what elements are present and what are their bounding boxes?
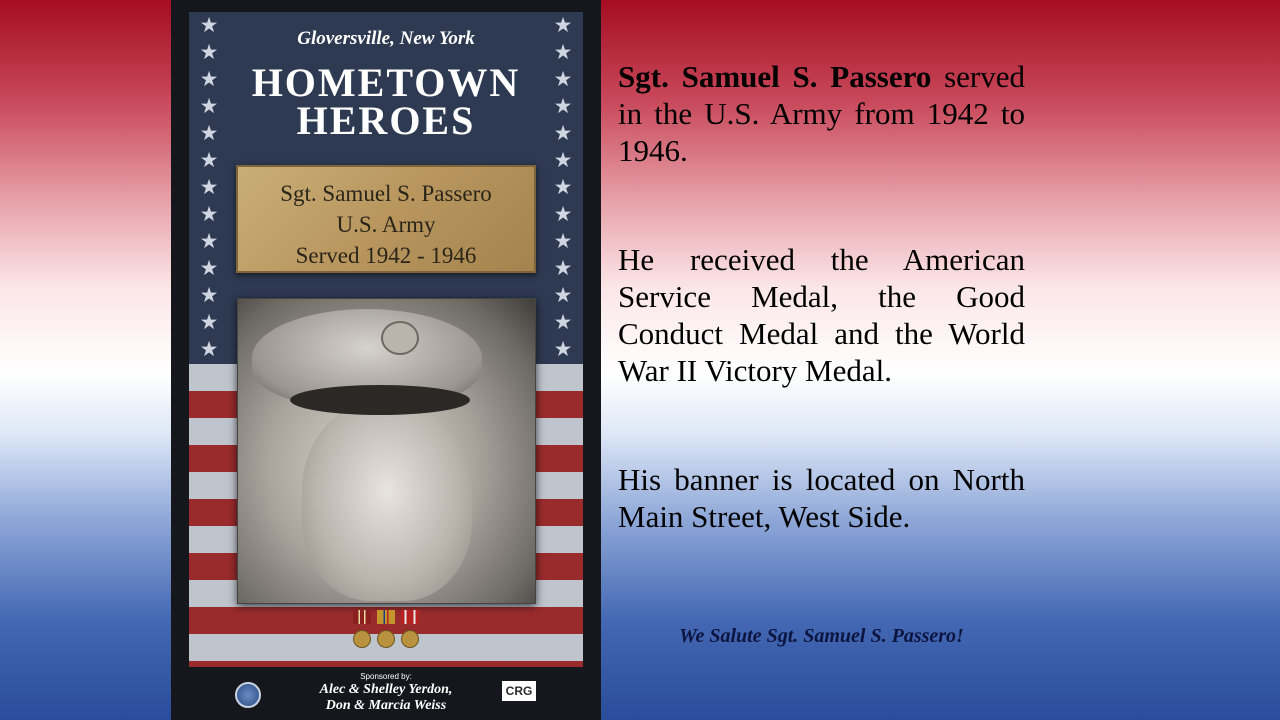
star-icon: ★ [199,337,219,361]
soldier-name: Sgt. Samuel S. Passero [618,59,932,94]
crg-logo: CRG [502,681,536,701]
star-icon: ★ [553,283,573,307]
star-icon: ★ [553,229,573,253]
banner-panel [189,12,583,667]
star-icon: ★ [199,94,219,118]
medals-paragraph: He received the American Service Medal, the Good Conduct Medal and the World War II Victory Medal. [618,242,1025,388]
banner-title-line1: HOMETOWN [251,60,521,105]
salute-line: We Salute Sgt. Samuel S. Passero! [679,625,964,647]
star-icon: ★ [199,310,219,334]
star-icon: ★ [553,256,573,280]
star-icon: ★ [553,40,573,64]
service-paragraph [618,58,1025,169]
star-icon: ★ [553,67,573,91]
portrait-face [302,401,472,601]
star-icon: ★ [199,121,219,145]
star-icon: ★ [553,337,573,361]
star-icon: ★ [553,175,573,199]
banner-location-paragraph: His banner is located on North Main Street, West Side. [618,462,1025,534]
star-icon: ★ [553,121,573,145]
star-icon: ★ [199,283,219,307]
soldier-portrait [237,298,536,604]
plaque-name: Sgt. Samuel S. Passero [280,181,492,206]
banner-title [189,60,583,143]
sponsored-by-label: Sponsored by: [360,672,412,681]
cap-visor [290,385,470,415]
star-icon: ★ [199,229,219,253]
medal-icon [353,610,371,648]
sponsor-names [171,682,601,714]
plaque-branch: U.S. Army [336,212,436,237]
star-icon: ★ [553,148,573,172]
sponsor-line2: Don & Marcia Weiss [325,698,447,713]
medals-row [351,610,421,650]
banner-location: Gloversville, New York [297,28,475,49]
sponsor-strip [171,667,601,720]
plaque-service-years: Served 1942 - 1946 [295,243,477,268]
star-icon: ★ [199,13,219,37]
service-details: served in the U.S. Army from 1942 to 1946. [618,59,1025,168]
hometown-heroes-banner [171,0,601,720]
star-icon: ★ [199,67,219,91]
name-plaque [236,165,536,273]
star-icon: ★ [199,40,219,64]
star-icon: ★ [553,13,573,37]
star-icon: ★ [199,175,219,199]
star-icon: ★ [553,94,573,118]
star-icon: ★ [199,148,219,172]
medal-icon [377,610,395,648]
star-icon: ★ [553,202,573,226]
star-icon: ★ [199,256,219,280]
banner-title-line2: HEROES [296,98,476,143]
star-icon: ★ [553,310,573,334]
cap-insignia-icon [381,321,419,355]
medal-icon [401,610,419,648]
star-icon: ★ [199,202,219,226]
sponsor-line1: Alec & Shelley Yerdon, [319,682,453,697]
